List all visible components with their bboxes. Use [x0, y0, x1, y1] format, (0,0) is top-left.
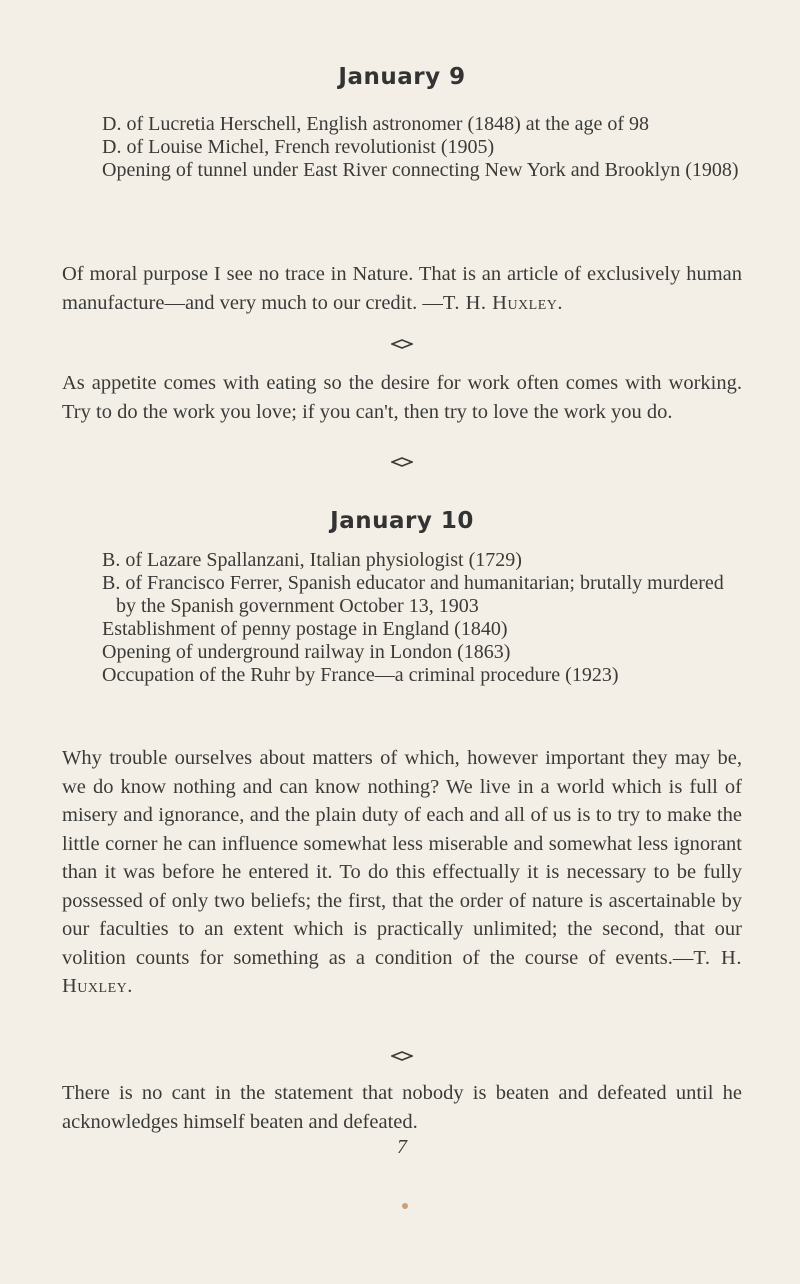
quote-text: Of moral purpose I see no trace in Nature. That is an article of exclusively human manufacture—and very much to our credit. —: [62, 263, 742, 314]
list-item: B. of Francisco Ferrer, Spanish educator and humanitarian; brutally murdered by the Spanish government October 13, 1903: [102, 572, 724, 617]
list-item: D. of Louise Michel, French revolutionist (1905): [102, 136, 495, 158]
list-item: Establishment of penny postage in England (1840): [102, 618, 508, 640]
diamond-ornament-icon: [62, 454, 742, 472]
quote-attribution: T. H. Huxley.: [442, 291, 563, 314]
page-number: 7: [397, 1136, 407, 1158]
quote-text: As appetite comes with eating so the desire for work often comes with working. Try to do the work you love; if you can't, then try to love the work you do.: [62, 372, 742, 423]
date-heading-january-9: January 9: [338, 64, 466, 90]
quote-text: Why trouble ourselves about matters of which, however important they may be, we do know nothing and can know nothing? We live in a world which is full of misery and ignorance, and the plain duty of each and all of us is to try to make the little corner he can influence somewhat less miserable and somewhat less ignorant than it was before he entered it. To do this effectually it is necessary to be fully possessed of only two beliefs; the first, that the order of nature is ascertainable by our faculties to an extent which is practically unlimited; the second, that our volition counts for something as a condition of the course of events.—: [62, 747, 742, 969]
diamond-ornament-icon: [62, 1048, 742, 1066]
diamond-ornament-icon: [62, 336, 742, 354]
events-list-january-10: [102, 549, 742, 687]
date-heading-january-10: January 10: [330, 508, 474, 534]
quote-paragraph: [62, 1079, 742, 1136]
quote-paragraph: [62, 260, 742, 317]
quote-attribution: T. H. Huxley.: [62, 946, 742, 997]
list-item: Opening of tunnel under East River connecting New York and Brooklyn (1908): [102, 159, 739, 181]
quote-paragraph: [62, 744, 742, 1001]
list-item: B. of Lazare Spallanzani, Italian physiologist (1729): [102, 549, 522, 571]
paper-speck: [402, 1203, 408, 1209]
events-list-january-9: [102, 113, 742, 182]
quote-paragraph: [62, 369, 742, 426]
quote-text: There is no cant in the statement that nobody is beaten and defeated until he acknowledges himself beaten and defeated.: [62, 1082, 742, 1133]
list-item: D. of Lucretia Herschell, English astronomer (1848) at the age of 98: [102, 113, 650, 135]
list-item: Occupation of the Ruhr by France—a criminal procedure (1923): [102, 664, 619, 686]
list-item: Opening of underground railway in London (1863): [102, 641, 511, 663]
